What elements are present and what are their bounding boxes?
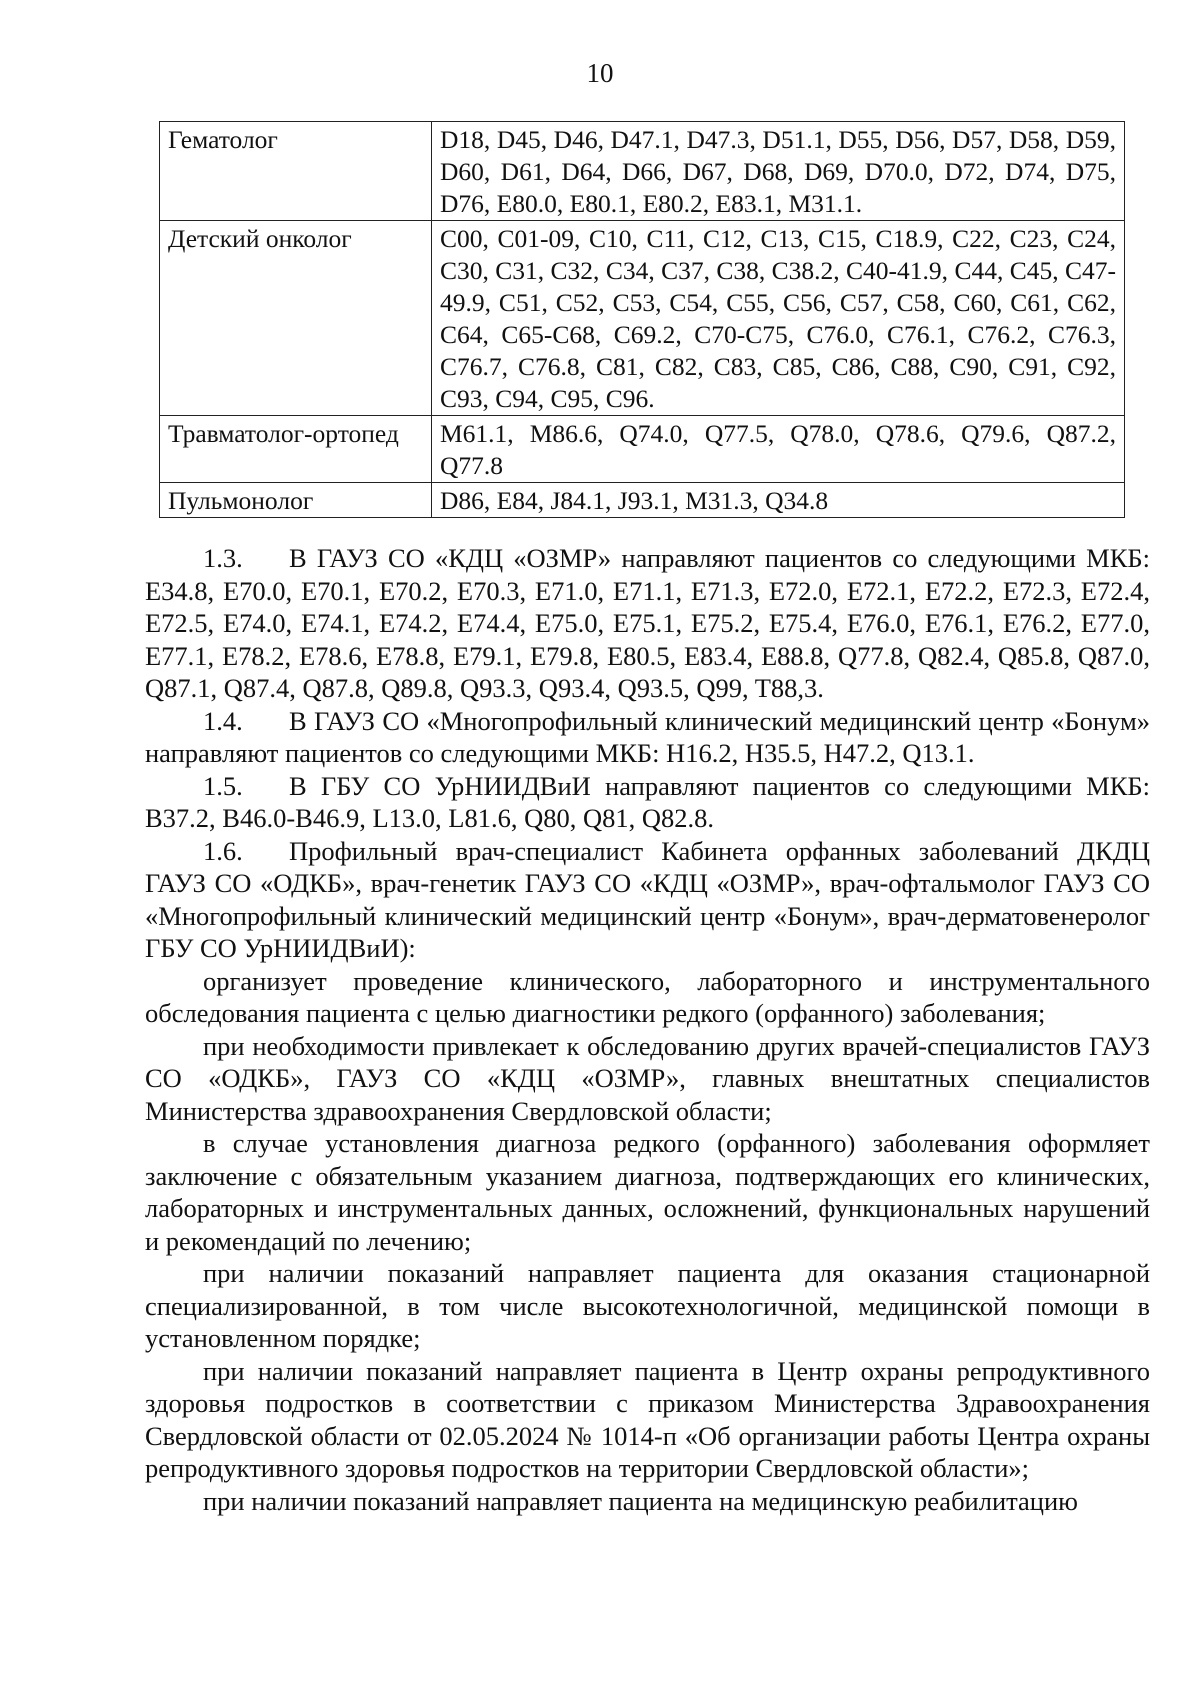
icd-codes-cell: D86, E84, J84.1, J93.1, M31.3, Q34.8 [432, 483, 1125, 518]
list-item: при наличии показаний направляет пациента для оказания стационарной специализированной, в том числе высокотехнологичной, медицинской помощи в установленном порядке; [145, 1258, 1150, 1353]
section-number: 1.5. [203, 770, 243, 801]
specialist-cell: Детский онколог [160, 221, 432, 416]
section-paragraph [145, 705, 1150, 770]
table-row [160, 416, 1125, 483]
table-row [160, 221, 1125, 416]
list-item: организует проведение клинического, лабораторного и инструментального обследования пациента с целью диагностики редкого (орфанного) заболевания; [145, 965, 1150, 1028]
list-item: при наличии показаний направляет пациента на медицинскую реабилитацию [203, 1485, 1078, 1516]
section-paragraph [145, 542, 1150, 705]
section-number: 1.6. [203, 835, 243, 866]
table-row [160, 122, 1125, 221]
section-text: В ГБУ СО УрНИИДВиИ направляют пациентов со следующими МКБ: B37.2, B46.0-B46.9, L13.0, L81.6, Q80, Q81, Q82.8. [145, 770, 1150, 833]
specialist-cell: Пульмонолог [160, 483, 432, 518]
page-number: 10 [586, 58, 614, 88]
list-item: при необходимости привлекает к обследованию других врачей-специалистов ГАУЗ СО «ОДКБ», ГАУЗ СО «КДЦ «ОЗМР», главных внештатных специалистов Министерства здравоохранения Свердловской области; [145, 1030, 1150, 1126]
section-text: Профильный врач-специалист Кабинета орфанных заболеваний ДКДЦ ГАУЗ СО «ОДКБ», врач-генетик ГАУЗ СО «КДЦ «ОЗМР», врач-офтальмолог ГАУЗ СО «Многопрофильный клинический медицинский центр «Бонум», врач-дерматовенеролог ГБУ СО УрНИИДВиИ): [145, 835, 1150, 963]
table-row [160, 483, 1125, 518]
list-item: в случае установления диагноза редкого (орфанного) заболевания оформляет заключение с обязательным указанием диагноза, подтверждающих его клинических, лабораторных и инструментальных данных, осложнений, функциональных нарушений и рекомендаций по лечению; [145, 1128, 1150, 1256]
document-body [145, 542, 1150, 1517]
icd-codes-cell: C00, C01-09, C10, C11, C12, C13, C15, C18.9, C22, C23, C24, C30, C31, C32, C34, C37, C38, C38.2, C40-41.9, C44, C45, C47-49.9, C51, C52, C53, C54, C55, C56, C57, C58, C60, C61, C62, C64, C65-C68, C69.2, C70-C75, C76.0, C76.1, C76.2, C76.3, C76.7, C76.8, C81, C82, C83, C85, C86, C88, C90, C91, C92, C93, C94, C95, C96. [432, 221, 1125, 416]
section-text: В ГАУЗ СО «КДЦ «ОЗМР» направляют пациентов со следующими МКБ: E34.8, E70.0, E70.1, E70.2, E70.3, E71.0, E71.1, E71.3, E72.0, E72.1, E72.2, E72.3, E72.4, E72.5, E74.0, E74.1, E74.2, E74.4, E75.0, E75.1, E75.2, E75.4, E76.0, E76.1, E76.2, E77.0, E77.1, E78.2, E78.6, E78.8, E79.1, E79.8, E80.5, E83.4, E88.8, Q77.8, Q82.4, Q85.8, Q87.0, Q87.1, Q87.4, Q87.8, Q89.8, Q93.3, Q93.4, Q93.5, Q99, T88,3. [145, 543, 1150, 703]
section-text: В ГАУЗ СО «Многопрофильный клинический медицинский центр «Бонум» направляют пациентов со следующими МКБ: H16.2, H35.5, H47.2, Q13.1. [145, 705, 1150, 768]
section-number: 1.4. [203, 705, 243, 736]
icd-codes-cell: D18, D45, D46, D47.1, D47.3, D51.1, D55, D56, D57, D58, D59, D60, D61, D64, D66, D67, D68, D69, D70.0, D72, D74, D75, D76, E80.0, E80.1, E80.2, E83.1, M31.1. [432, 122, 1125, 221]
section-paragraph [145, 770, 1150, 835]
specialist-cell: Травматолог-ортопед [160, 416, 432, 483]
specialist-cell: Гематолог [160, 122, 432, 221]
specialist-codes-table [159, 121, 1125, 518]
list-item: при наличии показаний направляет пациента в Центр охраны репродуктивного здоровья подростков в соответствии с приказом Министерства Здравоохранения Свердловской области от 02.05.2024 № 1014-п «Об организации работы Центра охраны репродуктивного здоровья подростков на территории Свердловской области»; [145, 1355, 1150, 1483]
section-number: 1.3. [203, 543, 243, 573]
icd-codes-cell: M61.1, M86.6, Q74.0, Q77.5, Q78.0, Q78.6, Q79.6, Q87.2, Q77.8 [432, 416, 1125, 483]
section-paragraph [145, 835, 1150, 965]
